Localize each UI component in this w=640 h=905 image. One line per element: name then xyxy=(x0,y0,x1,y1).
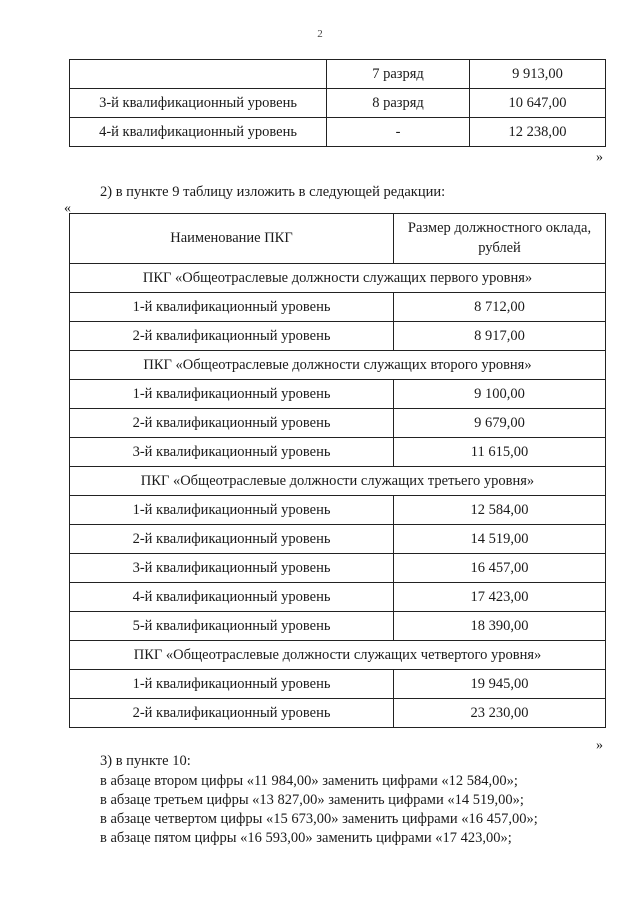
closing-quote: » xyxy=(596,150,603,165)
table-cell-level: 2-й квалификационный уровень xyxy=(70,322,394,351)
table-cell-grade: 7 разряд xyxy=(327,60,470,89)
group-title: ПКГ «Общеотраслевые должности служащих четвертого уровня» xyxy=(70,641,606,670)
table-cell-amount: 11 615,00 xyxy=(394,438,606,467)
table-row xyxy=(70,118,606,147)
table-cell-amount: 8 712,00 xyxy=(394,293,606,322)
table-cell-amount: 10 647,00 xyxy=(470,89,606,118)
group-title: ПКГ «Общеотраслевые должности служащих второго уровня» xyxy=(70,351,606,380)
table-cell-level: 2-й квалификационный уровень xyxy=(70,699,394,728)
table-row xyxy=(70,554,606,583)
table-cell-amount: 8 917,00 xyxy=(394,322,606,351)
paragraph-3-line: в абзаце втором цифры «11 984,00» заменить цифрами «12 584,00»; xyxy=(100,773,518,789)
table-row xyxy=(70,525,606,554)
salary-table xyxy=(69,213,606,728)
table-row xyxy=(70,60,606,89)
table-cell-level xyxy=(70,60,327,89)
table-row xyxy=(70,89,606,118)
table-cell-level: 1-й квалификационный уровень xyxy=(70,380,394,409)
table-cell-grade: 8 разряд xyxy=(327,89,470,118)
table-cell-level: 2-й квалификационный уровень xyxy=(70,525,394,554)
table-cell-amount: 16 457,00 xyxy=(394,554,606,583)
table-cell-level: 5-й квалификационный уровень xyxy=(70,612,394,641)
table-cell-amount: 9 679,00 xyxy=(394,409,606,438)
header-pkg-name: Наименование ПКГ xyxy=(70,214,394,264)
paragraph-2: 2) в пункте 9 таблицу изложить в следующей редакции: xyxy=(100,184,446,200)
table-cell-level: 1-й квалификационный уровень xyxy=(70,670,394,699)
table-row xyxy=(70,438,606,467)
table-row xyxy=(70,409,606,438)
table-row xyxy=(70,293,606,322)
group-title: ПКГ «Общеотраслевые должности служащих третьего уровня» xyxy=(70,467,606,496)
closing-quote: » xyxy=(596,738,603,753)
table-cell-amount: 18 390,00 xyxy=(394,612,606,641)
table-row xyxy=(70,670,606,699)
opening-quote: « xyxy=(64,201,71,216)
salary-table-continuation xyxy=(69,59,606,147)
group-title: ПКГ «Общеотраслевые должности служащих первого уровня» xyxy=(70,264,606,293)
table-cell-amount: 9 100,00 xyxy=(394,380,606,409)
table-cell-amount: 14 519,00 xyxy=(394,525,606,554)
paragraph-3-line: в абзаце пятом цифры «16 593,00» заменить цифрами «17 423,00»; xyxy=(100,830,512,846)
paragraph-3-heading: 3) в пункте 10: xyxy=(100,753,191,769)
table-row xyxy=(70,583,606,612)
group-row xyxy=(70,264,606,293)
table-cell-level: 2-й квалификационный уровень xyxy=(70,409,394,438)
page-number: 2 xyxy=(317,28,323,40)
table-row xyxy=(70,612,606,641)
group-row xyxy=(70,641,606,670)
table-header-row xyxy=(70,214,606,264)
table-row xyxy=(70,496,606,525)
table-cell-amount: 9 913,00 xyxy=(470,60,606,89)
table-cell-amount: 19 945,00 xyxy=(394,670,606,699)
table-row xyxy=(70,699,606,728)
table-cell-level: 3-й квалификационный уровень xyxy=(70,89,327,118)
table-cell-amount: 17 423,00 xyxy=(394,583,606,612)
table-cell-amount: 23 230,00 xyxy=(394,699,606,728)
table-row xyxy=(70,322,606,351)
table-row xyxy=(70,380,606,409)
table-cell-level: 3-й квалификационный уровень xyxy=(70,438,394,467)
table-cell-level: 3-й квалификационный уровень xyxy=(70,554,394,583)
paragraph-3-line: в абзаце четвертом цифры «15 673,00» заменить цифрами «16 457,00»; xyxy=(100,811,538,827)
group-row xyxy=(70,467,606,496)
table-cell-level: 4-й квалификационный уровень xyxy=(70,583,394,612)
paragraph-3-line: в абзаце третьем цифры «13 827,00» заменить цифрами «14 519,00»; xyxy=(100,792,524,808)
table-cell-level: 4-й квалификационный уровень xyxy=(70,118,327,147)
table-cell-level: 1-й квалификационный уровень xyxy=(70,496,394,525)
table-cell-grade: - xyxy=(327,118,470,147)
table-cell-amount: 12 584,00 xyxy=(394,496,606,525)
group-row xyxy=(70,351,606,380)
header-salary: Размер должностного оклада, рублей xyxy=(394,214,606,264)
table-cell-level: 1-й квалификационный уровень xyxy=(70,293,394,322)
table-cell-amount: 12 238,00 xyxy=(470,118,606,147)
